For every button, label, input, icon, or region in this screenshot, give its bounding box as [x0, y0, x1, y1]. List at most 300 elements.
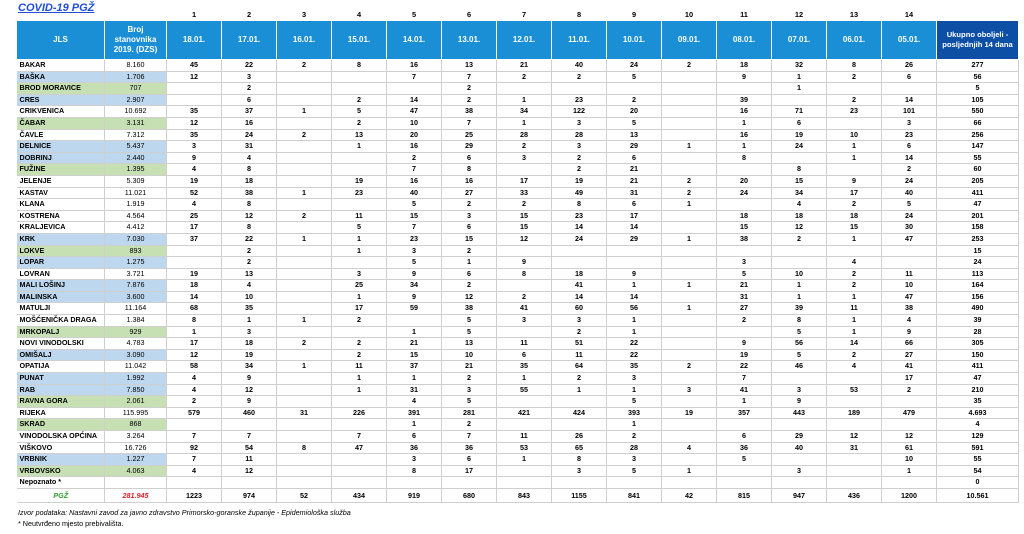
- daily-cases: 17: [882, 373, 937, 385]
- population-value: 3.264: [105, 431, 167, 443]
- daily-cases: 19: [662, 407, 717, 419]
- daily-cases: [497, 477, 552, 489]
- column-number: 11: [740, 10, 748, 19]
- daily-cases: 9: [772, 396, 827, 408]
- daily-cases: 9: [607, 268, 662, 280]
- daily-cases: 2: [387, 152, 442, 164]
- total-cases: 201: [937, 210, 1019, 222]
- population-value: 1.992: [105, 373, 167, 385]
- daily-cases: 66: [882, 338, 937, 350]
- population-value: 7.876: [105, 280, 167, 292]
- daily-cases: 40: [387, 187, 442, 199]
- daily-cases: 24: [222, 129, 277, 141]
- daily-cases: [277, 454, 332, 466]
- daily-cases: 5: [442, 326, 497, 338]
- daily-cases: 18: [717, 210, 772, 222]
- population-value: 7.850: [105, 384, 167, 396]
- daily-cases: 4: [167, 164, 222, 176]
- daily-cases: 35: [607, 361, 662, 373]
- column-number: 3: [301, 10, 307, 19]
- column-number: 6: [466, 10, 472, 19]
- daily-cases: 15: [387, 349, 442, 361]
- sum-population: 281.945: [105, 488, 167, 502]
- daily-cases: 2: [882, 164, 937, 176]
- total-cases: 5: [937, 83, 1019, 95]
- municipality-name: MATULJI: [17, 303, 105, 315]
- daily-cases: 71: [772, 106, 827, 118]
- daily-cases: [552, 245, 607, 257]
- daily-cases: 1: [827, 326, 882, 338]
- daily-cases: 21: [442, 361, 497, 373]
- municipality-name: BAŠKA: [17, 71, 105, 83]
- daily-cases: [827, 454, 882, 466]
- daily-cases: 28: [497, 129, 552, 141]
- daily-cases: 1: [772, 83, 827, 95]
- daily-cases: 18: [167, 280, 222, 292]
- daily-cases: [717, 199, 772, 211]
- daily-cases: [277, 257, 332, 269]
- population-value: 1.275: [105, 257, 167, 269]
- daily-cases: 14: [607, 291, 662, 303]
- municipality-name: LOKVE: [17, 245, 105, 257]
- daily-cases: 1: [222, 315, 277, 327]
- daily-cases: 1: [717, 396, 772, 408]
- table-row: [17, 431, 1019, 443]
- daily-cases: [167, 257, 222, 269]
- daily-cases: 23: [882, 129, 937, 141]
- total-cases: 4.693: [937, 407, 1019, 419]
- daily-cases: 5: [772, 326, 827, 338]
- daily-cases: 1: [827, 152, 882, 164]
- municipality-name: KRALJEVICA: [17, 222, 105, 234]
- daily-cases: 24: [552, 233, 607, 245]
- daily-cases: [552, 257, 607, 269]
- daily-cases: 19: [332, 175, 387, 187]
- daily-cases: 13: [607, 129, 662, 141]
- daily-cases: 1: [827, 141, 882, 153]
- total-cases: 15: [937, 245, 1019, 257]
- daily-cases: [332, 199, 387, 211]
- daily-cases: [277, 164, 332, 176]
- daily-cases: 393: [607, 407, 662, 419]
- daily-cases: 6: [497, 349, 552, 361]
- sum-daily-cases: 841: [607, 488, 662, 502]
- daily-cases: 12: [497, 233, 552, 245]
- daily-cases: 3: [222, 326, 277, 338]
- total-cases: 39: [937, 315, 1019, 327]
- daily-cases: [662, 349, 717, 361]
- daily-cases: 1: [442, 257, 497, 269]
- daily-cases: 9: [387, 268, 442, 280]
- population-value: [105, 477, 167, 489]
- daily-cases: [222, 477, 277, 489]
- daily-cases: 2: [332, 315, 387, 327]
- total-cases: 4: [937, 419, 1019, 431]
- daily-cases: 7: [442, 71, 497, 83]
- daily-cases: [442, 477, 497, 489]
- total-cases: 47: [937, 373, 1019, 385]
- daily-cases: 1: [827, 315, 882, 327]
- daily-cases: [607, 83, 662, 95]
- population-value: 2.440: [105, 152, 167, 164]
- daily-cases: 31: [607, 187, 662, 199]
- daily-cases: 2: [662, 60, 717, 72]
- daily-cases: [497, 83, 552, 95]
- daily-cases: [277, 431, 332, 443]
- header-date: 17.01.: [222, 21, 277, 60]
- daily-cases: 18: [552, 268, 607, 280]
- municipality-name: MOŠĆENIČKA DRAGA: [17, 315, 105, 327]
- daily-cases: 11: [222, 454, 277, 466]
- daily-cases: 3: [442, 384, 497, 396]
- total-cases: 210: [937, 384, 1019, 396]
- daily-cases: [277, 373, 332, 385]
- daily-cases: 3: [497, 152, 552, 164]
- daily-cases: [497, 280, 552, 292]
- daily-cases: [277, 419, 332, 431]
- daily-cases: 26: [882, 60, 937, 72]
- daily-cases: 2: [552, 71, 607, 83]
- daily-cases: 12: [222, 384, 277, 396]
- daily-cases: [332, 419, 387, 431]
- daily-cases: 2: [827, 71, 882, 83]
- daily-cases: 17: [167, 222, 222, 234]
- daily-cases: 4: [167, 465, 222, 477]
- daily-cases: [387, 315, 442, 327]
- total-cases: 490: [937, 303, 1019, 315]
- municipality-name: KASTAV: [17, 187, 105, 199]
- daily-cases: 6: [387, 431, 442, 443]
- sum-daily-cases: 919: [387, 488, 442, 502]
- daily-cases: 1: [662, 280, 717, 292]
- daily-cases: 5: [387, 257, 442, 269]
- daily-cases: 52: [167, 187, 222, 199]
- daily-cases: 68: [167, 303, 222, 315]
- daily-cases: 1: [332, 373, 387, 385]
- header-date: 08.01.: [717, 21, 772, 60]
- column-number: 10: [684, 10, 694, 19]
- daily-cases: [772, 419, 827, 431]
- daily-cases: 6: [882, 141, 937, 153]
- daily-cases: 5: [607, 465, 662, 477]
- daily-cases: [277, 199, 332, 211]
- daily-cases: [552, 396, 607, 408]
- daily-cases: 47: [882, 233, 937, 245]
- daily-cases: [882, 257, 937, 269]
- total-cases: 256: [937, 129, 1019, 141]
- daily-cases: 2: [827, 280, 882, 292]
- municipality-name: ČABAR: [17, 117, 105, 129]
- daily-cases: [662, 326, 717, 338]
- daily-cases: 1: [607, 326, 662, 338]
- population-value: 115.995: [105, 407, 167, 419]
- daily-cases: [772, 94, 827, 106]
- daily-cases: 2: [497, 141, 552, 153]
- daily-cases: 45: [167, 60, 222, 72]
- daily-cases: 8: [772, 315, 827, 327]
- population-value: 11.042: [105, 361, 167, 373]
- daily-cases: 6: [222, 94, 277, 106]
- daily-cases: 4: [167, 199, 222, 211]
- daily-cases: 3: [387, 454, 442, 466]
- daily-cases: 7: [387, 164, 442, 176]
- population-value: 4.412: [105, 222, 167, 234]
- municipality-name: Nepoznato *: [17, 477, 105, 489]
- table-row: [17, 454, 1019, 466]
- column-number: 9: [631, 10, 637, 19]
- table-row: [17, 175, 1019, 187]
- daily-cases: [332, 454, 387, 466]
- daily-cases: 1: [332, 291, 387, 303]
- total-cases: 164: [937, 280, 1019, 292]
- daily-cases: 2: [497, 291, 552, 303]
- table-row: [17, 106, 1019, 118]
- daily-cases: 11: [332, 361, 387, 373]
- total-cases: 411: [937, 361, 1019, 373]
- municipality-name: OPATIJA: [17, 361, 105, 373]
- daily-cases: [662, 117, 717, 129]
- header-date: 10.01.: [607, 21, 662, 60]
- daily-cases: 30: [882, 222, 937, 234]
- daily-cases: [662, 454, 717, 466]
- daily-cases: 10: [827, 129, 882, 141]
- table-row: [17, 477, 1019, 489]
- header-date: 15.01.: [332, 21, 387, 60]
- daily-cases: 17: [167, 338, 222, 350]
- daily-cases: [497, 419, 552, 431]
- daily-cases: 2: [882, 384, 937, 396]
- sum-row: [17, 488, 1019, 502]
- daily-cases: 23: [552, 94, 607, 106]
- daily-cases: 38: [442, 106, 497, 118]
- daily-cases: [772, 454, 827, 466]
- daily-cases: 5: [442, 315, 497, 327]
- total-cases: 158: [937, 222, 1019, 234]
- daily-cases: 1: [662, 465, 717, 477]
- daily-cases: 8: [827, 60, 882, 72]
- daily-cases: 579: [167, 407, 222, 419]
- daily-cases: 7: [442, 431, 497, 443]
- daily-cases: 443: [772, 407, 827, 419]
- table-row: [17, 83, 1019, 95]
- total-cases: 54: [937, 465, 1019, 477]
- daily-cases: [662, 373, 717, 385]
- daily-cases: 12: [442, 291, 497, 303]
- daily-cases: 12: [167, 117, 222, 129]
- daily-cases: 1: [332, 233, 387, 245]
- daily-cases: [772, 477, 827, 489]
- daily-cases: 1: [662, 303, 717, 315]
- blank-cell: [937, 10, 1019, 21]
- sum-daily-cases: 52: [277, 488, 332, 502]
- daily-cases: 19: [717, 349, 772, 361]
- daily-cases: 29: [442, 141, 497, 153]
- municipality-name: RAB: [17, 384, 105, 396]
- daily-cases: [717, 419, 772, 431]
- population-value: 5.437: [105, 141, 167, 153]
- daily-cases: 11: [827, 303, 882, 315]
- daily-cases: 1: [167, 326, 222, 338]
- daily-cases: [827, 83, 882, 95]
- table-row: [17, 280, 1019, 292]
- municipality-name: JELENJE: [17, 175, 105, 187]
- daily-cases: 15: [717, 222, 772, 234]
- daily-cases: 7: [387, 71, 442, 83]
- municipality-name: RIJEKA: [17, 407, 105, 419]
- daily-cases: 18: [222, 175, 277, 187]
- population-value: 7.312: [105, 129, 167, 141]
- daily-cases: 11: [882, 268, 937, 280]
- daily-cases: 2: [662, 187, 717, 199]
- municipality-name: OMIŠALJ: [17, 349, 105, 361]
- table-row: [17, 326, 1019, 338]
- daily-cases: 1: [277, 106, 332, 118]
- daily-cases: 23: [827, 106, 882, 118]
- daily-cases: 2: [222, 83, 277, 95]
- column-number: 4: [356, 10, 362, 19]
- column-number: 13: [849, 10, 859, 19]
- daily-cases: [827, 419, 882, 431]
- daily-cases: [662, 315, 717, 327]
- unknown-note: * Neutvrđeno mjesto prebivališta.: [18, 519, 124, 528]
- daily-cases: 2: [607, 431, 662, 443]
- daily-cases: [277, 83, 332, 95]
- daily-cases: [662, 245, 717, 257]
- source-note: Izvor podataka: Nastavni zavod za javno zdravstvo Primorsko-goranske županije - Epidemiološka služba: [18, 508, 351, 517]
- total-cases: 147: [937, 141, 1019, 153]
- sum-daily-cases: 1223: [167, 488, 222, 502]
- table-row: [17, 117, 1019, 129]
- daily-cases: 17: [607, 210, 662, 222]
- sum-daily-cases: 843: [497, 488, 552, 502]
- table-row: [17, 442, 1019, 454]
- municipality-name: SKRAD: [17, 419, 105, 431]
- daily-cases: 24: [772, 141, 827, 153]
- daily-cases: 7: [442, 117, 497, 129]
- daily-cases: [277, 303, 332, 315]
- daily-cases: 9: [717, 338, 772, 350]
- daily-cases: 25: [442, 129, 497, 141]
- daily-cases: 12: [222, 465, 277, 477]
- daily-cases: 1: [607, 384, 662, 396]
- daily-cases: 2: [497, 199, 552, 211]
- daily-cases: 11: [497, 431, 552, 443]
- table-row: [17, 268, 1019, 280]
- table-row: [17, 465, 1019, 477]
- daily-cases: 3: [222, 71, 277, 83]
- daily-cases: 9: [497, 257, 552, 269]
- daily-cases: 21: [607, 175, 662, 187]
- daily-cases: [277, 349, 332, 361]
- daily-cases: 8: [772, 164, 827, 176]
- column-number: 14: [904, 10, 914, 19]
- daily-cases: 8: [387, 465, 442, 477]
- sum-daily-cases: 974: [222, 488, 277, 502]
- daily-cases: 3: [442, 210, 497, 222]
- daily-cases: 1: [717, 117, 772, 129]
- daily-cases: 36: [387, 442, 442, 454]
- daily-cases: 34: [387, 280, 442, 292]
- daily-cases: 2: [442, 83, 497, 95]
- daily-cases: 6: [442, 268, 497, 280]
- daily-cases: 14: [552, 222, 607, 234]
- daily-cases: 8: [332, 60, 387, 72]
- column-number: 5: [411, 10, 417, 19]
- daily-cases: [167, 245, 222, 257]
- daily-cases: 3: [607, 373, 662, 385]
- daily-cases: 6: [717, 431, 772, 443]
- daily-cases: [332, 83, 387, 95]
- daily-cases: 9: [222, 396, 277, 408]
- daily-cases: 35: [222, 303, 277, 315]
- daily-cases: 24: [882, 210, 937, 222]
- total-cases: 277: [937, 60, 1019, 72]
- total-cases: 55: [937, 454, 1019, 466]
- daily-cases: 2: [827, 349, 882, 361]
- municipality-name: ČAVLE: [17, 129, 105, 141]
- population-value: 1.919: [105, 199, 167, 211]
- daily-cases: 3: [552, 315, 607, 327]
- header-date: 14.01.: [387, 21, 442, 60]
- daily-cases: [552, 477, 607, 489]
- daily-cases: [332, 152, 387, 164]
- daily-cases: 2: [497, 71, 552, 83]
- table-row: [17, 361, 1019, 373]
- daily-cases: 424: [552, 407, 607, 419]
- daily-cases: 12: [772, 222, 827, 234]
- daily-cases: 21: [387, 338, 442, 350]
- daily-cases: 1: [607, 419, 662, 431]
- daily-cases: [332, 465, 387, 477]
- daily-cases: 4: [882, 315, 937, 327]
- daily-cases: 5: [607, 117, 662, 129]
- population-value: 707: [105, 83, 167, 95]
- daily-cases: 25: [332, 280, 387, 292]
- daily-cases: 17: [442, 465, 497, 477]
- daily-cases: [167, 419, 222, 431]
- daily-cases: 4: [167, 384, 222, 396]
- daily-cases: 40: [772, 442, 827, 454]
- daily-cases: 21: [607, 164, 662, 176]
- daily-cases: [882, 245, 937, 257]
- daily-cases: 14: [387, 94, 442, 106]
- daily-cases: 1: [882, 465, 937, 477]
- daily-cases: 41: [497, 303, 552, 315]
- daily-cases: 4: [662, 442, 717, 454]
- daily-cases: 26: [552, 431, 607, 443]
- blank-cell: [17, 10, 105, 21]
- daily-cases: [827, 477, 882, 489]
- table-row: [17, 210, 1019, 222]
- total-cases: 150: [937, 349, 1019, 361]
- daily-cases: [277, 71, 332, 83]
- total-cases: 28: [937, 326, 1019, 338]
- population-value: 11.164: [105, 303, 167, 315]
- table-row: [17, 60, 1019, 72]
- population-value: 3.090: [105, 349, 167, 361]
- total-cases: 411: [937, 187, 1019, 199]
- daily-cases: 5: [717, 268, 772, 280]
- daily-cases: 3: [882, 117, 937, 129]
- population-value: 893: [105, 245, 167, 257]
- daily-cases: 19: [167, 175, 222, 187]
- municipality-name: LOVRAN: [17, 268, 105, 280]
- daily-cases: 61: [882, 442, 937, 454]
- daily-cases: 32: [772, 60, 827, 72]
- table-row: [17, 384, 1019, 396]
- daily-cases: 1: [387, 326, 442, 338]
- daily-cases: 6: [442, 222, 497, 234]
